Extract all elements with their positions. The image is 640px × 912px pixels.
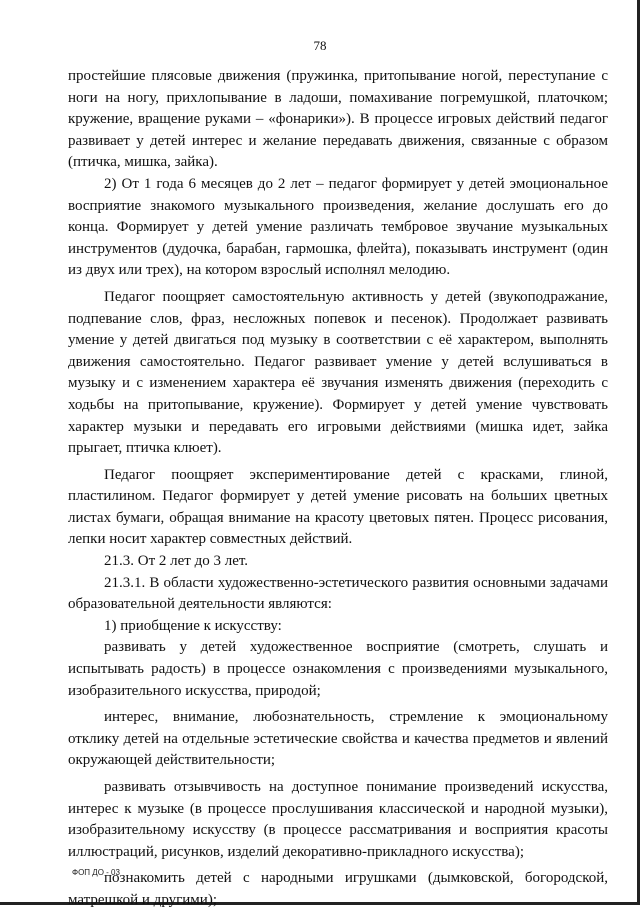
paragraph-activity: Педагог поощряет самостоятельную активность у детей (звукоподражание, подпевание слов, фраз, несложных попевок и песенок). Продолжает развивать умение у детей двигаться под музыку в соответствии с её характером, выполнять движения самостоятельно. Педагог развивает умение у детей вслушиваться в музыку и с изменением характера её звучания изменять движения (переходить с ходьбы на притопывание, кружение). Формирует у детей умение чувствовать характер музыки и передавать его игровыми действиями (мишка идет, зайка прыгает, птичка клюет). <box>68 288 608 457</box>
task-perception: развивать у детей художественное восприятие (смотреть, слушать и испытывать радость) в процессе ознакомления с произведениями музыкального, изобразительного искусства, природой; <box>68 639 608 699</box>
section-21-3-1: 21.3.1. В области художественно-эстетического развития основными задачами образовательной деятельности являются: <box>68 574 608 613</box>
task-interest: интерес, внимание, любознательность, стремление к эмоциональному отклику детей на отдельные эстетические свойства и качества предметов и явлений окружающей действительности; <box>68 709 608 769</box>
paragraph-experimentation: Педагог поощряет экспериментирование детей с красками, глиной, пластилином. Педагог формирует у детей умение рисовать на больших цветных листах бумаги, обращая внимание на красоту цветовых пятен. Процесс рисования, лепки носит характер совместных действий. <box>68 466 608 548</box>
task-folk-toys: познакомить детей с народными игрушками (дымковской, богородской, матрешкой и другими); <box>68 870 608 908</box>
section-heading-21-3: 21.3. От 2 лет до 3 лет. <box>104 553 249 570</box>
page-number: 78 <box>313 38 327 53</box>
paragraph-age-1-6-to-2: 2) От 1 года 6 месяцев до 2 лет – педагог формирует у детей эмоциональное восприятие знакомого музыкального произведения, желание дослушать его до конца. Формирует у детей умение различать тембровое звучание музыкальных инструментов (дудочка, барабан, гармошка, флейта), показывать инструмент (один из двух или трех), на котором взрослый исполнял мелодию. <box>68 175 608 279</box>
paragraph-continuation: простейшие плясовые движения (пружинка, притопывание ногой, переступание с ноги на ногу, прихлопывание в ладоши, помахивание погремушкой, платочком; кружение, вращение руками – «фонарики»). В процессе игровых действий педагог развивает у детей интерес и желание передавать движения, связанные с образом (птичка, мишка, зайка). <box>68 68 608 171</box>
list-item-1: 1) приобщение к искусству: <box>104 617 282 634</box>
footer-code: ФОП ДО - 03 <box>72 868 120 877</box>
task-responsiveness: развивать отзывчивость на доступное понимание произведений искусства, интерес к музыке (в процессе прослушивания классической и народной музыки), изобразительному искусству (в процессе рассматривания и восприятия красоты иллюстраций, рисунков, изделий декоративно-прикладного искусства); <box>68 779 608 860</box>
page-body <box>68 66 608 912</box>
